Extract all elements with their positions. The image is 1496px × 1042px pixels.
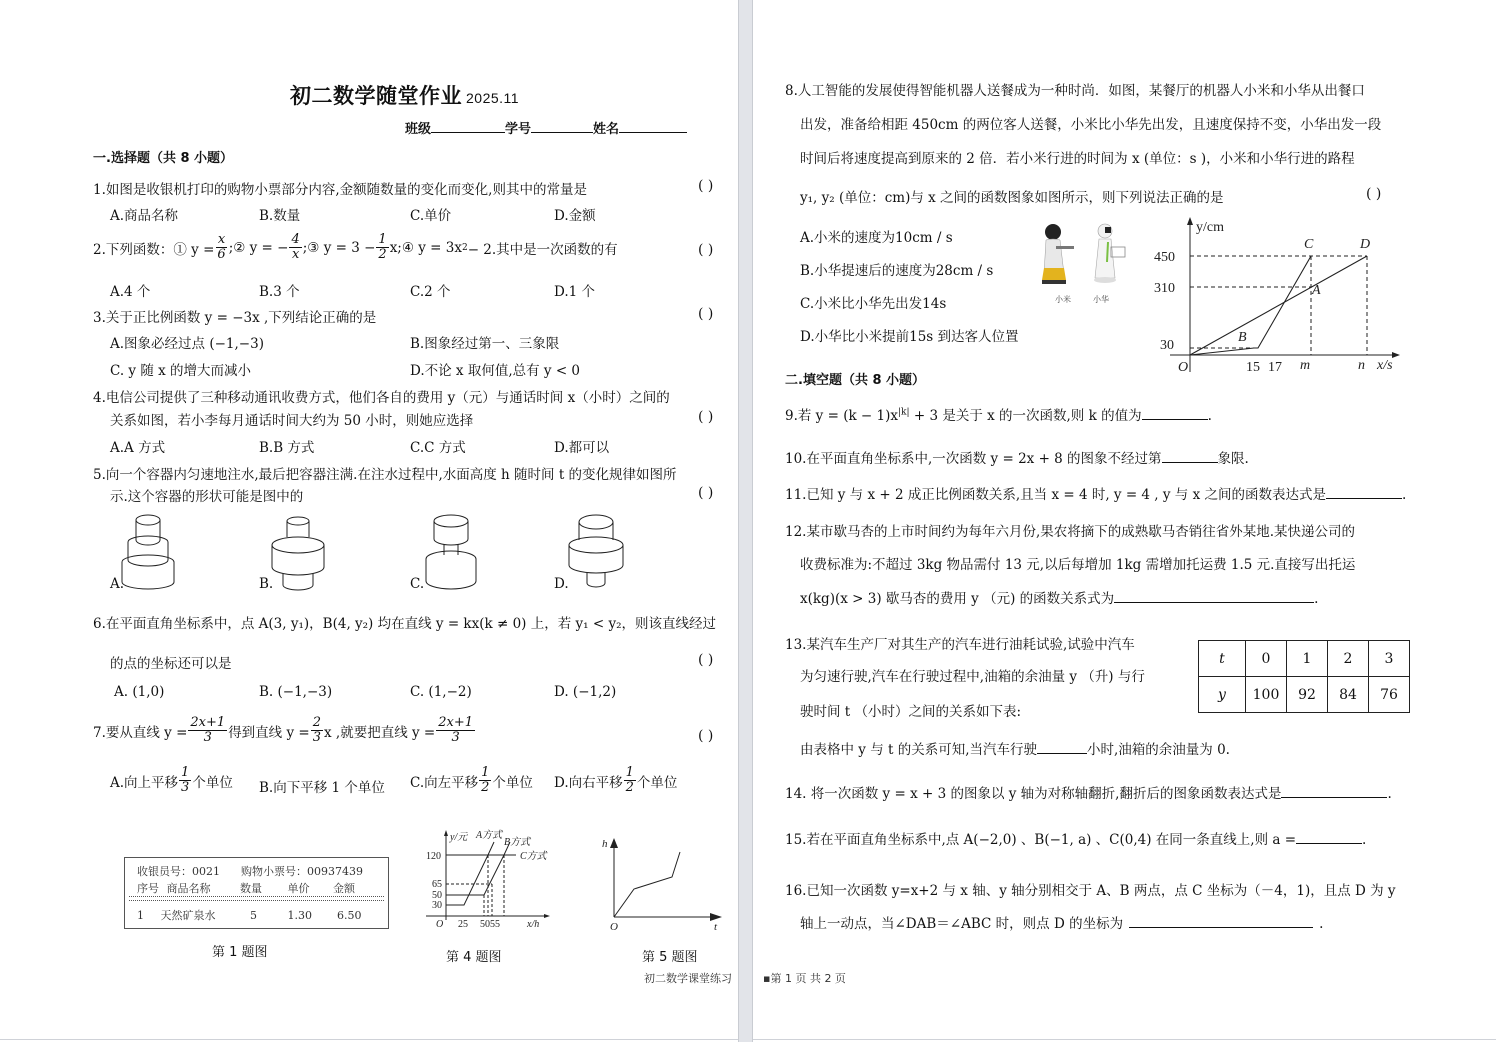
q7-fraction-1 [188, 716, 227, 745]
q6-option-a: A. (1,0) [114, 684, 165, 700]
q6-option-b: B. (−1,−3) [259, 684, 333, 700]
q7-fraction-3 [436, 716, 475, 745]
svg-text:O: O [436, 919, 444, 930]
receipt-item-row [137, 907, 362, 923]
svg-text:120: 120 [426, 851, 441, 862]
svg-text:17: 17 [1268, 360, 1282, 375]
figure-5-caption: 第 5 题图 [642, 950, 698, 965]
q14-prefix: 14. 将一次函数 y = x + 3 的图象以 y 轴为对称轴翻折,翻折后的图象函数表达式是 [785, 786, 1282, 802]
q7-f3-den: 3 [451, 730, 460, 745]
answer-paren-1[interactable]: ( ) [698, 178, 714, 194]
question-6-line1: 6.在平面直角坐标系中，点 A(3, y₁)，B(4, y₂) 均在直线 y = kx(k ≠ 0) 上，若 y₁ < y₂，则该直线经过 [93, 616, 716, 632]
q15-answer-blank[interactable] [1296, 830, 1362, 844]
table-cell: 0 [1246, 641, 1287, 677]
q8-option-a: A.小米的速度为10cm / s [800, 230, 953, 246]
receipt-item-amount: 6.50 [337, 909, 362, 922]
svg-text:50: 50 [432, 890, 442, 901]
q4-option-b: B.B 方式 [259, 440, 315, 456]
title-date: 2025.11 [466, 90, 520, 106]
page-2 [753, 0, 1496, 1040]
question-11-text [785, 483, 1406, 503]
q3-option-d: D.不论 x 取何值,总有 y < 0 [410, 363, 581, 379]
figure-4-caption: 第 4 题图 [446, 950, 502, 965]
class-field[interactable] [431, 119, 505, 133]
q2-fraction-2 [289, 233, 301, 262]
svg-text:x/h: x/h [527, 919, 540, 930]
svg-text:30: 30 [1160, 338, 1174, 353]
q9-suffix: + 3 是关于 x 的一次函数,则 k 的值为 [909, 408, 1142, 424]
q5-option-d-label: D. [554, 576, 569, 592]
q2-option-c: C.2 个 [410, 284, 451, 300]
svg-text:B方式: B方式 [504, 837, 531, 848]
question-15-text [785, 828, 1366, 848]
q1-option-b: B.数量 [259, 208, 301, 224]
receipt-figure [124, 857, 389, 929]
q7-f1-den: 3 [203, 730, 212, 745]
class-label: 班级 [405, 122, 432, 137]
question-13-line1: 13.某汽车生产厂对其生产的汽车进行油耗试验,试验中汽车 [785, 637, 1135, 653]
q2-suffix: − 2.其中是一次函数的有 [467, 241, 618, 258]
table-row-t [1199, 641, 1410, 677]
q9-end: . [1207, 408, 1212, 424]
q16-answer-blank[interactable] [1129, 914, 1313, 928]
table-cell: 2 [1328, 641, 1369, 677]
q7-mid2: x ,就要把直线 y = [324, 724, 436, 741]
id-field[interactable] [531, 119, 593, 133]
svg-text:A: A [1312, 283, 1321, 298]
question-10-text [785, 447, 1249, 467]
container-shape-d-icon [566, 513, 626, 593]
question-4-line1: 4.电信公司提供了三种移动通讯收费方式，他们各自的费用 y（元）与通话时间 x（小时）之间的 [93, 390, 670, 406]
q7-d-den: 2 [625, 780, 634, 795]
q2-fraction-3 [376, 233, 388, 262]
question-13-line2: 为匀速行驶,汽车在行驶过程中,油箱的余油量 y （升) 与行 [800, 669, 1145, 685]
footer-course-label: 初二数学课堂练习 [644, 972, 732, 985]
figure-1-caption: 第 1 题图 [212, 945, 268, 960]
table-row-y [1199, 677, 1410, 713]
q2-f1-num: x [217, 232, 226, 247]
svg-text:B: B [1238, 330, 1247, 345]
answer-paren-7[interactable]: ( ) [698, 728, 714, 744]
figure-8-chart [1150, 214, 1420, 376]
q4-option-d: D.都可以 [554, 440, 610, 456]
question-12-line1: 12.某市歇马杏的上市时间约为每年六月份,果农将摘下的成熟歇马杏销往省外某地.某快递公司的 [785, 524, 1356, 540]
q15-end: . [1362, 832, 1367, 848]
answer-paren-2[interactable]: ( ) [698, 242, 714, 258]
svg-text:D: D [1360, 237, 1371, 252]
receipt-headers [137, 880, 355, 896]
q7-c-pre: C.向左平移 [410, 774, 479, 791]
receipt-header-amount: 金额 [333, 882, 355, 895]
q2-f2-num: 4 [291, 232, 300, 247]
q13-answer-blank[interactable] [1037, 740, 1087, 754]
svg-text:25: 25 [458, 919, 468, 930]
q9-sup: |k| [898, 407, 910, 418]
q5-option-a-label: A. [110, 576, 125, 592]
q13-prefix: 由表格中 y 与 t 的关系可知,当汽车行驶 [800, 742, 1038, 758]
q7-c-num: 1 [481, 765, 490, 780]
question-1-text: 1.如图是收银机打印的购物小票部分内容,金额随数量的变化而变化,则其中的常量是 [93, 182, 587, 198]
page-gutter [738, 0, 753, 1042]
q7-f3-num: 2x+1 [438, 715, 473, 730]
q15-prefix: 15.若在平面直角坐标系中,点 A(−2,0) 、B(−1, a) 、C(0,4) 在同一条直线上,则 a = [785, 832, 1297, 848]
question-8-line2: 出发，准备给相距 450cm 的两位客人送餐，小米比小华先出发，且速度保持不变，小华出发一段 [800, 117, 1382, 133]
receipt-item-price: 1.30 [287, 909, 312, 922]
q10-answer-blank[interactable] [1162, 449, 1218, 463]
answer-paren-5[interactable]: ( ) [698, 485, 714, 501]
question-8-line4: y₁, y₂ (单位：cm)与 x 之间的函数图象如图所示，则下列说法正确的是 [800, 190, 1224, 206]
section-title-fill: 二.填空题（共 8 小题） [785, 373, 926, 388]
table-cell: 76 [1369, 677, 1410, 713]
q7-option-d [554, 766, 677, 795]
question-6-line2: 的点的坐标还可以是 [110, 656, 232, 672]
receipt-line-1 [137, 863, 363, 879]
q2-option-a: A.4 个 [110, 284, 151, 300]
question-16-line2 [800, 912, 1323, 932]
table-cell: 92 [1287, 677, 1328, 713]
q6-option-d: D. (−1,2) [554, 684, 617, 700]
q7-mid1: 得到直线 y = [228, 724, 310, 741]
q12-prefix: x(kg)(x > 3) 歇马杏的费用 y （元) 的函数关系式为 [800, 591, 1115, 607]
table-cell: 1 [1287, 641, 1328, 677]
svg-text:O: O [1178, 360, 1189, 375]
q14-end: . [1387, 786, 1392, 802]
q7-d-post: 个单位 [636, 774, 678, 791]
svg-text:C方式: C方式 [520, 851, 547, 862]
svg-text:y/cm: y/cm [1196, 220, 1224, 235]
svg-text:15: 15 [1246, 360, 1260, 375]
receipt-item-index: 1 [137, 909, 144, 922]
table-cell: 100 [1246, 677, 1287, 713]
q5-option-c-label: C. [410, 576, 425, 592]
q4-option-c: C.C 方式 [410, 440, 466, 456]
q1-option-d: D.金额 [554, 208, 596, 224]
svg-text:y/元: y/元 [450, 832, 468, 843]
q2-option-b: B.3 个 [259, 284, 300, 300]
question-8-line3: 时间后将速度提高到原来的 2 倍．若小米行进的时间为 x (单位：s )，小米和小华行进的路程 [800, 151, 1355, 167]
table-cell: 3 [1369, 641, 1410, 677]
page-title [290, 80, 519, 110]
q3-option-b: B.图象经过第一、三象限 [410, 336, 560, 352]
svg-text:n: n [1358, 358, 1365, 373]
svg-text:C: C [1304, 237, 1314, 252]
q10-end: 象限. [1217, 451, 1249, 467]
q10-prefix: 10.在平面直角坐标系中,一次函数 y = 2x + 8 的图象不经过第 [785, 451, 1162, 467]
q7-d-pre: D.向右平移 [554, 774, 623, 791]
q9-answer-blank[interactable] [1142, 406, 1208, 420]
q2-option-d: D.1 个 [554, 284, 596, 300]
question-12-line3 [800, 587, 1318, 607]
q13-data-table [1198, 640, 1410, 713]
q2-fraction-1 [215, 233, 227, 262]
question-2-text [93, 233, 618, 262]
svg-text:310: 310 [1154, 281, 1175, 296]
receipt-header-qty: 数量 [240, 882, 262, 895]
q1-option-c: C.单价 [410, 208, 452, 224]
q2-f3-num: 1 [378, 232, 387, 247]
container-shape-a-icon [120, 512, 180, 590]
q8-option-c: C.小米比小华先出发14s [800, 296, 947, 312]
q7-a-fraction [179, 766, 191, 795]
q2-sup: 2 [461, 242, 468, 253]
svg-text:30: 30 [432, 900, 442, 911]
q7-prefix: 7.要从直线 y = [93, 724, 188, 741]
q2-prefix: 2.下列函数：① y = [93, 241, 215, 258]
q7-c-post: 个单位 [492, 774, 533, 791]
q7-d-num: 1 [625, 765, 634, 780]
q2-f3-den: 2 [378, 247, 387, 262]
question-4-line2: 关系如图，若小李每月通话时间大约为 50 小时，则她应选择 [110, 413, 474, 429]
q11-prefix: 11.已知 y 与 x + 2 成正比例函数关系,且当 x = 4 时, y = 4 , y 与 x 之间的函数表达式是 [785, 487, 1327, 503]
q7-f2-den: 3 [312, 730, 321, 745]
q12-end: . [1314, 591, 1319, 607]
answer-paren-4[interactable]: ( ) [698, 409, 714, 425]
q16-prefix: 轴上一动点，当∠DAB＝∠ABC 时，则点 D 的坐标为 [800, 916, 1124, 932]
receipt-header-index: 序号 [137, 882, 159, 895]
q2-mid3: x;④ y = 3x [389, 239, 462, 256]
question-7-text [93, 716, 476, 745]
q3-option-c: C. y 随 x 的增大而减小 [110, 363, 252, 379]
q7-f2-num: 2 [312, 715, 321, 730]
question-12-line2: 收费标准为:不超过 3kg 物品需付 13 元,以后每增加 1kg 需增加托运费 1.5 元.直接写出托运 [800, 557, 1356, 573]
answer-paren-8[interactable]: ( ) [1366, 186, 1382, 202]
q2-f2-den: x [291, 247, 300, 262]
question-14-text [785, 782, 1392, 802]
svg-text:5055: 5055 [480, 919, 500, 930]
q7-c-fraction [479, 766, 491, 795]
q1-option-a: A.商品名称 [110, 208, 179, 224]
q7-fraction-2 [311, 716, 323, 745]
q6-option-c: C. (1,−2) [410, 684, 472, 700]
q7-a-pre: A.向上平移 [110, 774, 179, 791]
q8-option-b: B.小华提速后的速度为28cm / s [800, 263, 994, 279]
q11-answer-blank[interactable] [1326, 485, 1402, 499]
svg-text:O: O [610, 921, 618, 933]
q7-c-den: 2 [481, 780, 490, 795]
question-13-line4 [800, 738, 1230, 758]
receipt-divider [129, 896, 384, 897]
question-5-line2: 示.这个容器的形状可能是图中的 [110, 489, 304, 505]
robot-label-xiaohua: 小华 [1093, 295, 1109, 304]
q7-a-num: 1 [181, 765, 190, 780]
q9-prefix: 9.若 y = (k − 1)x [785, 408, 899, 424]
receipt-item-qty: 5 [250, 909, 257, 922]
question-3-text: 3.关于正比例函数 y = −3x ,下列结论正确的是 [93, 310, 377, 326]
q16-end: . [1319, 916, 1324, 932]
table-cell: 84 [1328, 677, 1369, 713]
q11-end: . [1402, 487, 1407, 503]
receipt-divider [129, 900, 384, 901]
q3-option-a: A.图象必经过点 (−1,−3) [110, 336, 264, 352]
svg-text:t: t [714, 921, 718, 933]
q2-f1-den: 6 [217, 247, 226, 262]
q8-option-d: D.小华比小米提前15s 到达客人位置 [800, 329, 1019, 345]
id-label: 学号 [505, 122, 532, 137]
answer-paren-6[interactable]: ( ) [698, 652, 714, 668]
receipt-item-name: 天然矿泉水 [160, 909, 216, 922]
answer-paren-3[interactable]: ( ) [698, 306, 714, 322]
q14-answer-blank[interactable] [1281, 784, 1387, 798]
page-1 [0, 0, 738, 1040]
q2-mid1: ;② y = − [228, 239, 289, 256]
receipt-number: 购物小票号：00937439 [241, 865, 363, 878]
q7-a-post: 个单位 [192, 774, 233, 791]
question-8-line1: 8.人工智能的发展使得智能机器人送餐成为一种时尚．如图，某餐厅的机器人小米和小华从出餐口 [785, 83, 1365, 99]
svg-text:m: m [1300, 358, 1311, 373]
q13-suffix: 小时,油箱的余油量为 0. [1087, 742, 1230, 758]
receipt-header-price: 单价 [287, 882, 310, 895]
q4-option-a: A.A 方式 [110, 440, 166, 456]
q12-answer-blank[interactable] [1114, 589, 1314, 603]
figure-5-chart [598, 834, 726, 934]
q5-option-b-label: B. [259, 576, 274, 592]
title-text: 初二数学随堂作业 [290, 84, 462, 108]
receipt-cashier: 收银员号：0021 [137, 865, 220, 878]
table-cell: y [1199, 677, 1246, 713]
svg-text:A方式: A方式 [476, 830, 503, 841]
q7-option-c [410, 766, 533, 795]
svg-text:65: 65 [432, 879, 442, 890]
question-16-line1: 16.已知一次函数 y=x+2 与 x 轴、y 轴分别相交于 A、B 两点，点 C 坐标为（－4，1)，且点 D 为 y [785, 883, 1396, 899]
q2-mid2: ;③ y = 3 − [302, 239, 376, 256]
question-9-text [785, 404, 1212, 424]
svg-text:x/s: x/s [1377, 358, 1393, 373]
table-cell: t [1199, 641, 1246, 677]
name-field[interactable] [619, 119, 687, 133]
q7-option-b: B.向下平移 1 个单位 [259, 780, 385, 796]
name-label: 姓名 [593, 122, 620, 137]
robot-xiaomi-icon [1040, 222, 1078, 288]
q7-a-den: 3 [181, 780, 190, 795]
q7-d-fraction [624, 766, 636, 795]
q7-option-a [110, 766, 233, 795]
svg-text:h: h [602, 838, 608, 850]
robot-xiaohua-icon [1093, 222, 1129, 288]
footer-page-number: ▪第 1 页 共 2 页 [763, 972, 846, 985]
student-info-line [405, 118, 687, 137]
question-5-line1: 5.向一个容器内匀速地注水,最后把容器注满.在注水过程中,水面高度 h 随时间 t 的变化规律如图所 [93, 467, 677, 483]
section-title-choice: 一.选择题（共 8 小题） [93, 151, 234, 166]
container-shape-c-icon [423, 513, 483, 593]
question-13-line3: 驶时间 t （小时）之间的关系如下表: [800, 704, 1022, 720]
figure-4-chart [420, 828, 560, 932]
container-shape-b-icon [270, 515, 330, 593]
q7-f1-num: 2x+1 [190, 715, 226, 730]
receipt-header-name: 商品名称 [166, 882, 211, 895]
robot-label-xiaomi: 小米 [1055, 295, 1071, 304]
svg-text:450: 450 [1154, 250, 1175, 265]
